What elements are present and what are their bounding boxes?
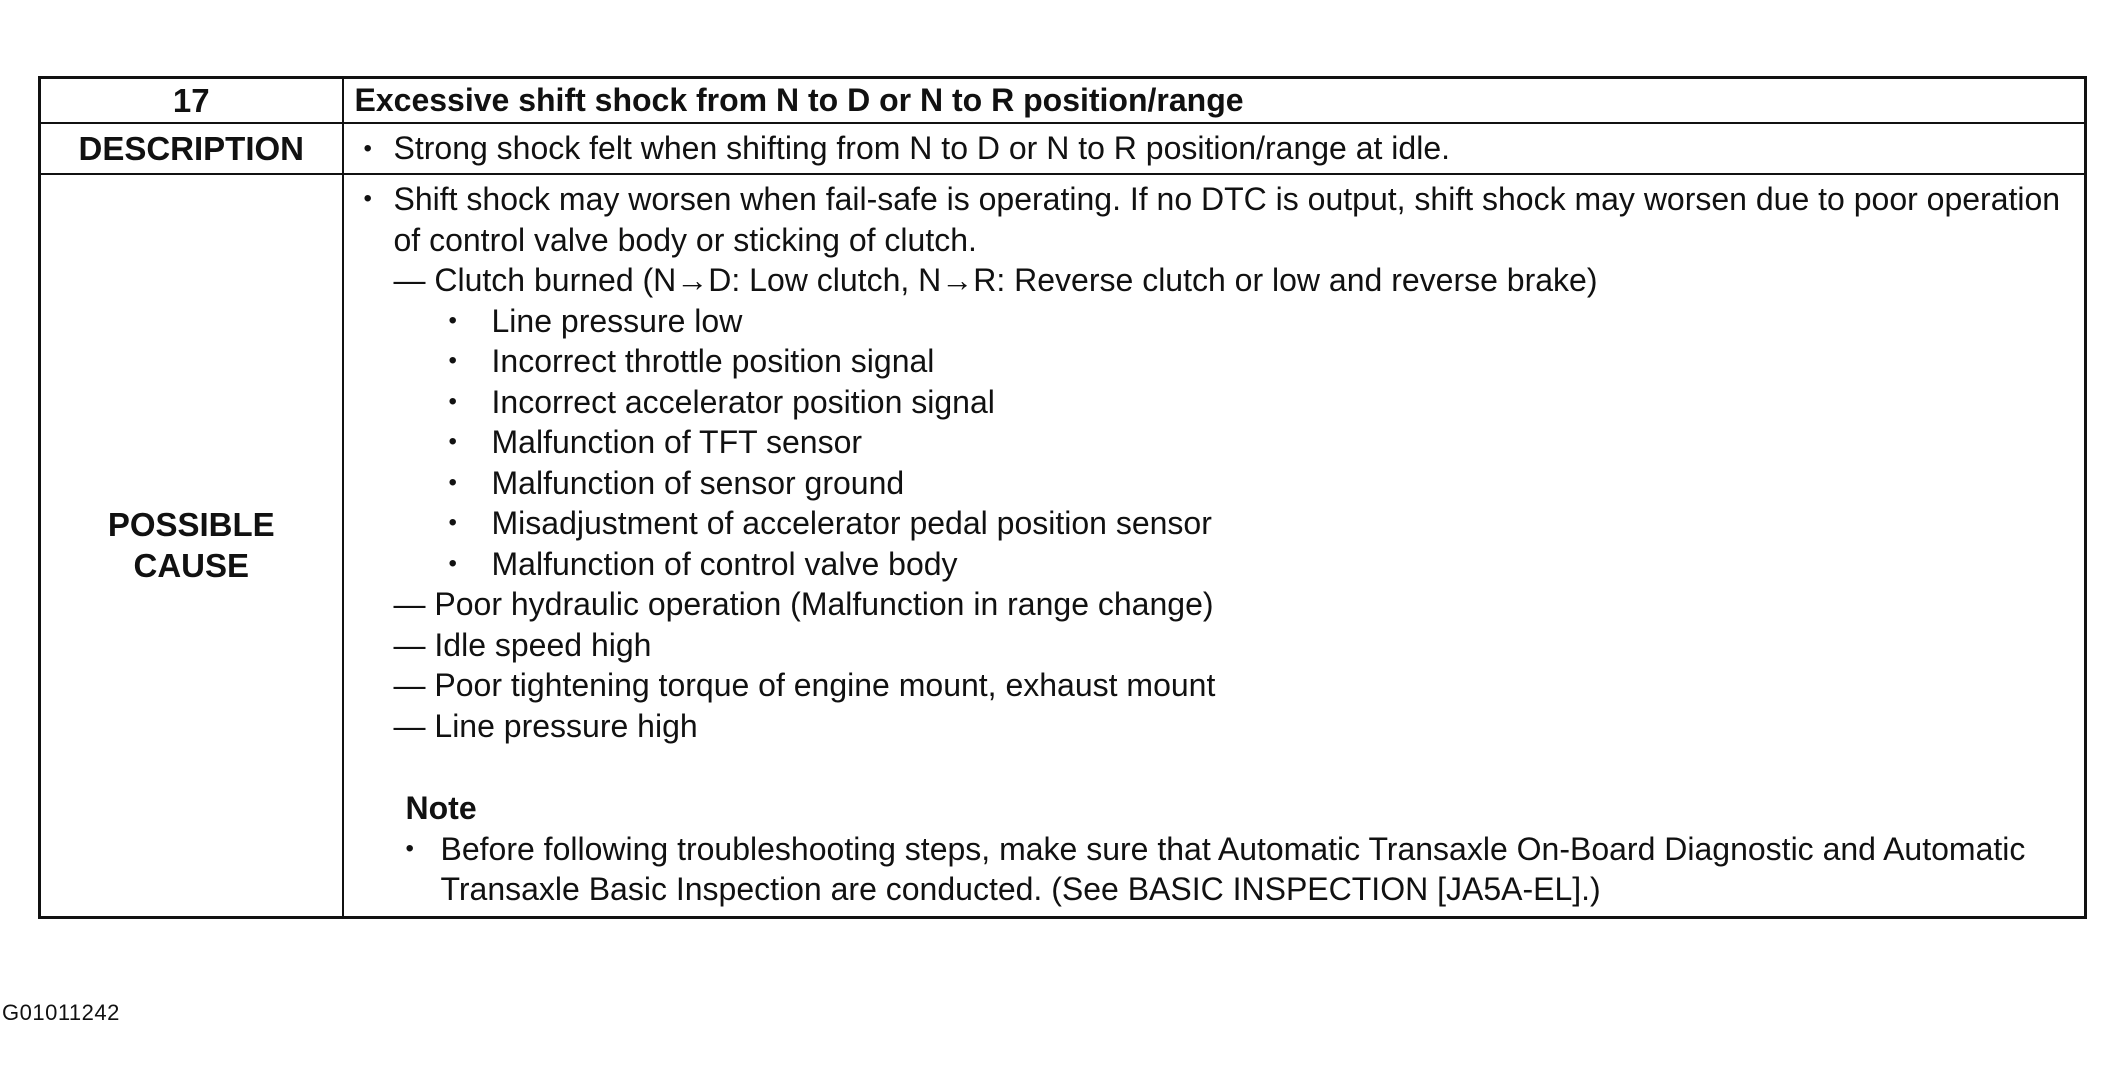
sub-cause-text: Malfunction of control valve body xyxy=(491,545,958,582)
sub-cause-item xyxy=(364,341,2075,382)
sub-cause-item xyxy=(364,382,2075,423)
cause-dash-item: — Clutch burned (N→D: Low clutch, N→R: Reverse clutch or low and reverse brake) xyxy=(393,262,1598,298)
note-text: Before following troubleshooting steps, make sure that Automatic Transaxle On-Board Diagnostic and Automatic Transaxle Basic Inspection are conducted. (See BASIC INSPECTION [JA5A-EL].) xyxy=(440,830,2026,907)
possible-cause-label-line2: CAUSE xyxy=(133,547,250,585)
bullet-icon: • xyxy=(363,135,372,162)
description-text: Strong shock felt when shifting from N to D or N to R position/range at idle. xyxy=(393,130,1450,166)
bullet-icon: • xyxy=(448,468,457,496)
note-title: Note xyxy=(405,790,477,826)
bullet-icon: • xyxy=(363,185,372,212)
cause-intro-item xyxy=(364,179,2075,260)
cause-dash-item: — Poor tightening torque of engine mount, exhaust mount xyxy=(393,667,1216,703)
cause-intro-text: Shift shock may worsen when fail-safe is operating. If no DTC is output, shift shock may worsen due to poor operation of control valve body or sticking of clutch. xyxy=(393,181,2061,258)
sub-cause-text: Incorrect throttle position signal xyxy=(491,343,935,379)
sub-cause-text: Incorrect accelerator position signal xyxy=(491,383,995,420)
sub-cause-text: Malfunction of TFT sensor xyxy=(491,424,863,460)
troubleshooting-table xyxy=(38,76,2087,919)
sub-cause-item xyxy=(364,422,2075,463)
sub-cause-text: Malfunction of sensor ground xyxy=(491,464,905,501)
bullet-icon: • xyxy=(448,509,457,536)
item-number: 17 xyxy=(40,78,343,124)
sub-cause-item xyxy=(364,544,2075,585)
spacer xyxy=(364,746,2075,786)
sub-cause-text: Misadjustment of accelerator pedal position sensor xyxy=(491,505,1212,541)
description-item xyxy=(364,124,2085,173)
cause-dash-item: — Idle speed high xyxy=(393,626,652,663)
sub-cause-item xyxy=(364,301,2075,342)
figure-id: G01011242 xyxy=(2,1000,120,1025)
sub-cause-item xyxy=(364,463,2075,504)
bullet-icon: • xyxy=(448,549,457,577)
possible-cause-row xyxy=(40,174,2086,917)
cause-dash-item: — Line pressure high xyxy=(393,707,698,744)
description-label: DESCRIPTION xyxy=(40,123,343,174)
table-header-row xyxy=(40,78,2086,124)
bullet-icon: • xyxy=(448,428,457,455)
possible-cause-cell xyxy=(343,174,2086,917)
cause-dash-item: — Poor hydraulic operation (Malfunction in range change) xyxy=(393,586,1214,622)
item-title: Excessive shift shock from N to D or N to R position/range xyxy=(343,78,2086,124)
possible-cause-label xyxy=(40,174,343,917)
bullet-icon: • xyxy=(448,347,457,374)
sub-cause-item xyxy=(364,503,2075,544)
note-item xyxy=(364,829,2075,910)
description-row xyxy=(40,123,2086,174)
bullet-icon: • xyxy=(448,387,457,415)
possible-cause-label-line1: POSSIBLE xyxy=(107,506,275,544)
description-cell xyxy=(343,123,2086,174)
bullet-icon: • xyxy=(448,306,457,334)
bullet-icon: • xyxy=(405,834,414,862)
sub-cause-text: Line pressure low xyxy=(491,302,743,339)
